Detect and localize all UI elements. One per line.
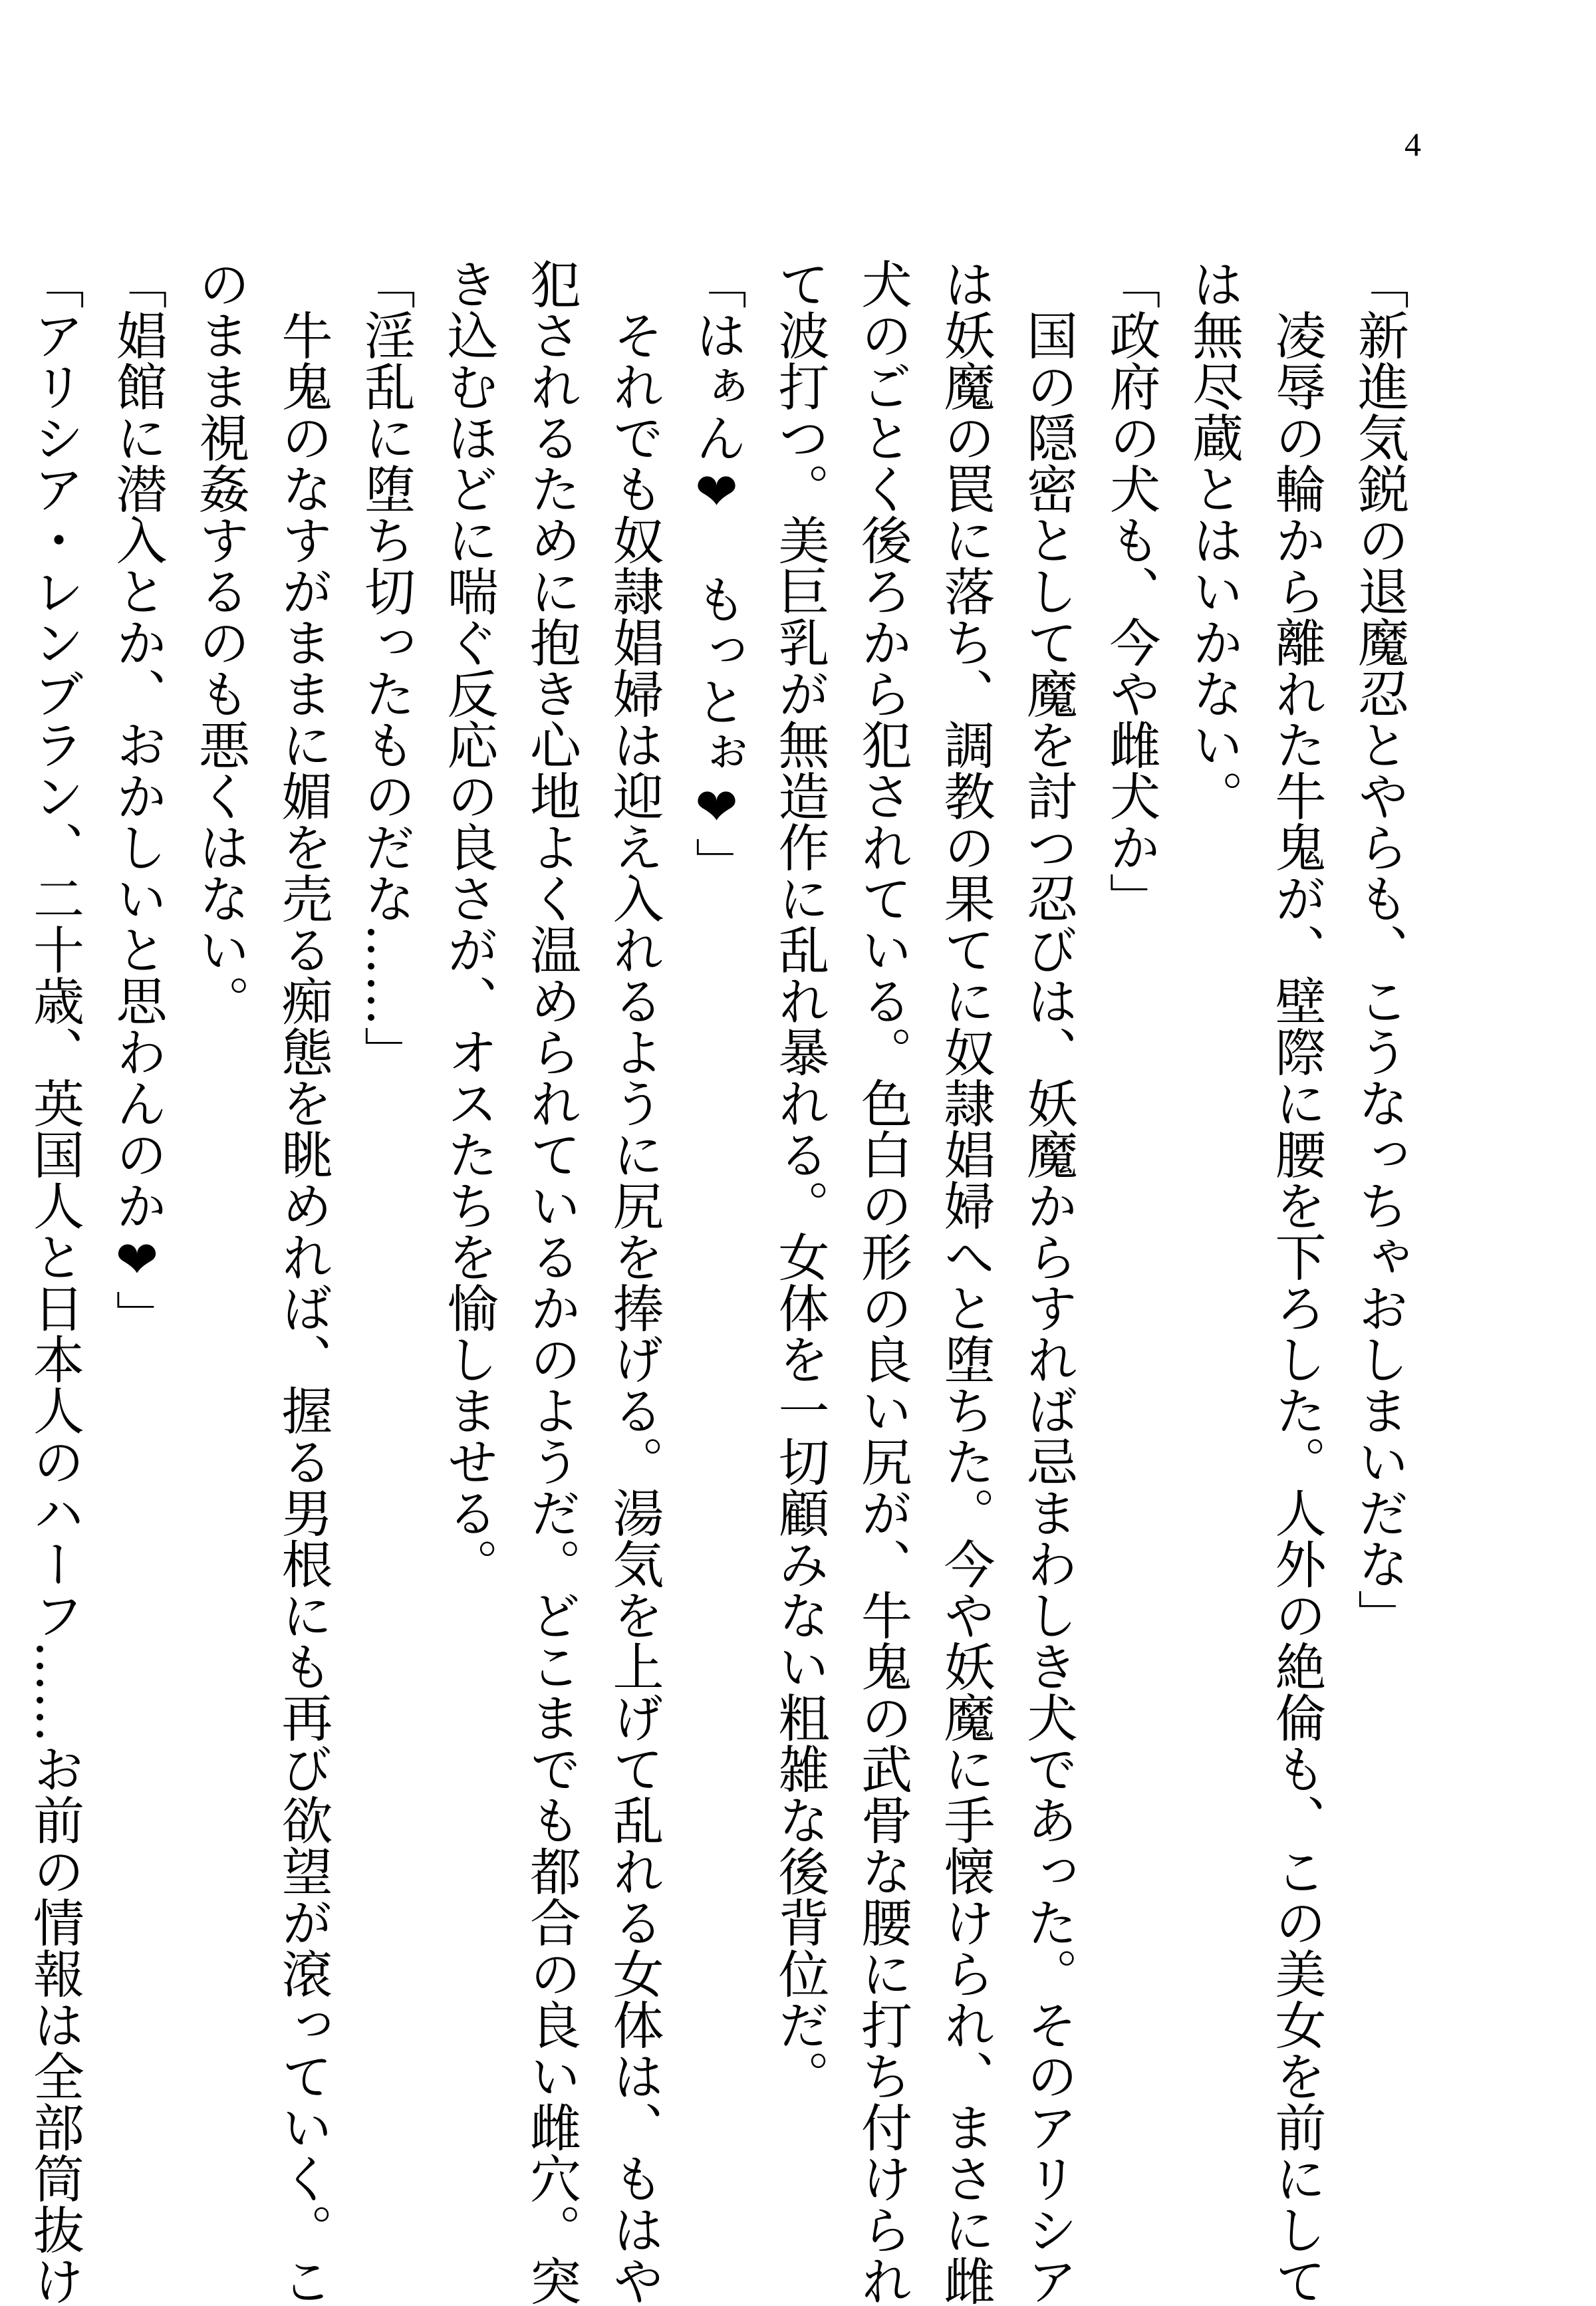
text-line: 牛鬼のなすがままに媚を売る痴態を眺めれば、握る男根にも再び欲望が滾っていく。こ — [273, 309, 332, 2306]
text-line: 犬のごとく後ろから犯されている。色白の形の良い尻が、牛鬼の武骨な腰に打ち付けられ — [853, 258, 912, 2306]
text-line: 国の隠密として魔を討つ忍びは、妖魔からすれば忌まわしき犬であった。そのアリシア — [1018, 309, 1077, 2306]
text-line: 「はぁん❤ もっとぉ❤」 — [687, 258, 746, 888]
text-line: 「政府の犬も、今や雌犬か」 — [1101, 258, 1160, 924]
text-line: 「アリシア・レンブラン、二十歳、英国人と日本人のハーフ……お前の情報は全部筒抜け — [25, 258, 84, 2306]
text-line — [0, 258, 13, 1960]
text-line: 凌辱の輪から離れた牛鬼が、壁際に腰を下ろした。人外の絶倫も、この美女を前にして — [1266, 309, 1326, 2306]
text-line: は無尽蔵とはいかない。 — [1184, 258, 1243, 821]
text-line: 「新進気鋭の退魔忍とやらも、こうなっちゃおしまいだな」 — [1349, 258, 1408, 1640]
text-line: て波打つ。美巨乳が無造作に乱れ暴れる。女体を一切顧みない粗雑な後背位だ。 — [769, 258, 829, 2101]
text-line: のまま視姦するのも悪くはない。 — [190, 258, 249, 1026]
text-line: 「淫乱に堕ち切ったものだな……」 — [356, 258, 415, 1077]
text-line: 「娼館に潜入とか、おかしいと思わんのか❤」 — [107, 258, 167, 1341]
page-number: 4 — [1404, 126, 1421, 163]
text-line: 犯されるために抱き心地よく温められているかのようだ。どこまでも都合の良い雌穴。突 — [521, 258, 581, 2306]
text-line: それでも奴隷娼婦は迎え入れるように尻を捧げる。湯気を上げて乱れる女体は、もはや — [604, 309, 664, 2306]
vertical-text-body — [25, 258, 1420, 2306]
text-line: き込むほどに喘ぐ反応の良さが、オスたちを愉しませる。 — [438, 258, 498, 1589]
text-line: は妖魔の罠に落ち、調教の果てに奴隷娼婦へと堕ちた。今や妖魔に手懐けられ、まさに雌 — [935, 258, 995, 2306]
